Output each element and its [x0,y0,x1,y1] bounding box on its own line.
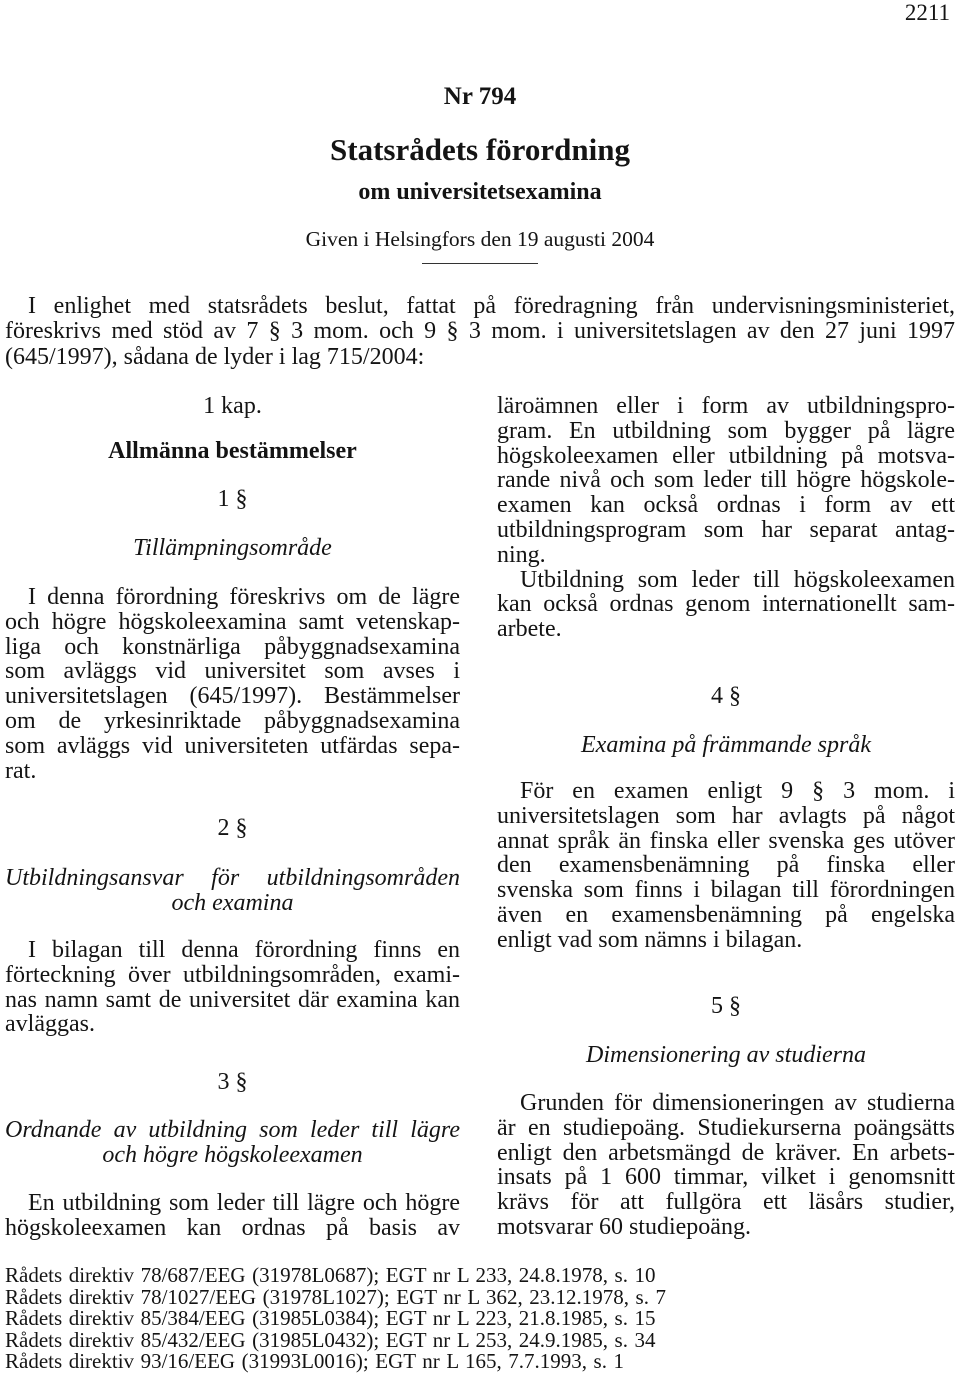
body-line: och högre högskoleexamina samt vetenskap- [5,608,460,635]
body-line: För en examen enligt 9 § 3 mom. i [520,778,955,804]
body-line: gram. En utbildning som bygger på lägre [497,417,955,444]
section-number: 1 § [217,486,248,512]
section-body [5,938,460,1037]
body-line: Utbildning som leder till högskoleexamen [520,566,955,593]
body-line: utbildningsprogram som har separat antag- [497,516,955,543]
body-line: högskoleexamen kan ordnas på basis av [5,1214,460,1241]
body-line: I denna förordning föreskrivs om de lägre [28,584,460,610]
body-line: nas namn samt de universitet där examina kan [5,986,460,1013]
title-divider [422,263,538,264]
body-line: rande nivå och som leder till högre högskole- [497,467,955,494]
section-title-line: och examina [171,889,294,916]
body-line: I bilagan till denna förordning finns en [28,937,460,963]
section-number: 2 § [217,815,248,841]
section-body [5,585,460,783]
body-line: är en studiepoäng. Studiekurserna poängsätts [497,1114,955,1141]
section-body [497,1091,955,1240]
section-title-line: Utbildningsansvar för utbildningsområden [5,865,460,891]
section-title [5,1118,460,1168]
body-line: motsvarar 60 studiepoäng. [497,1213,751,1240]
body-line: förteckning över utbildningsområden, exami- [5,961,460,988]
section-title: Examina på främmande språk [581,732,871,758]
body-line: universitetslagen (645/1997). Bestämmelser [5,683,460,710]
section-title: Tillämpningsområde [133,535,332,561]
chapter-number: 1 kap. [203,393,262,419]
body-line: krävs för att fullgöra ett läsårs studier, [497,1189,955,1216]
body-line: universitetslagen som har avlagts på något [497,802,955,829]
body-line: rat. [5,757,37,784]
preamble [5,294,955,370]
footnote: Rådets direktiv 85/432/EEG (31985L0432); EGT nr L 253, 24.9.1985, s. 34 [5,1327,656,1352]
body-line: som avläggs vid universiteten utfärdas sepa- [5,732,460,759]
section-body [497,779,955,953]
statute-title: Statsrådets förordning [330,132,630,167]
footnote: Rådets direktiv 78/687/EEG (31978L0687); EGT nr L 233, 24.8.1978, s. 10 [5,1263,656,1287]
body-line: den examensbenämning på finska eller [497,852,955,879]
body-line: arbete. [497,616,562,643]
page-number: 2211 [904,0,950,25]
section-number: 4 § [711,683,741,709]
chapter-title: Allmänna bestämmelser [108,438,357,464]
section-body [5,1191,460,1241]
statute-number: Nr 794 [443,83,517,110]
body-line: annat språk än finska eller svenska ges utöver [497,827,955,854]
section-title: Dimensionering av studierna [586,1042,866,1068]
preamble-line: I enlighet med statsrådets beslut, fattat på föredragning från undervisningsministeriet, [28,293,955,319]
given-date: Given i Helsingfors den 19 augusti 2004 [305,227,655,251]
statute-subtitle: om universitetsexamina [358,179,602,205]
body-line: ning. [497,541,546,568]
body-line: enligt vad som nämns i bilagan. [497,926,803,953]
body-line: svenska som finns i bilagan till förordningen [497,877,955,904]
footnote: Rådets direktiv 85/384/EEG (31985L0384); EGT nr L 223, 21.8.1985, s. 15 [5,1306,656,1330]
footnote: Rådets direktiv 78/1027/EEG (31978L1027); EGT nr L 362, 23.12.1978, s. 7 [5,1284,667,1309]
body-line: kan också ordnas genom internationellt sam- [497,591,955,618]
section-number: 3 § [217,1069,248,1095]
body-line: insats på 1 600 timmar, vilket i genomsnitt [497,1164,955,1191]
section-number: 5 § [711,993,741,1019]
footnote: Rådets direktiv 93/16/EEG (31993L0016); EGT nr L 165, 7.7.1993, s. 1 [5,1349,625,1373]
body-line: En utbildning som leder till lägre och högre [28,1190,460,1216]
preamble-line: föreskrivs med stöd av 7 § 3 mom. och 9 § 3 mom. i universitetslagen av den 27 juni 1997 [5,318,955,345]
body-line: examen kan också ordnas i form av ett [497,492,955,519]
body-line: högskoleexamen eller utbildning på motsva- [497,442,955,469]
preamble-line: (645/1997), sådana de lyder i lag 715/2004: [5,343,425,370]
body-line: läroämnen eller i form av utbildningspro- [497,393,955,419]
section-title-line: Ordnande av utbildning som leder till lägre [5,1117,460,1143]
body-line: om de yrkesinriktade påbyggnadsexamina [5,707,460,734]
section-body-continued [497,394,955,642]
section-title [5,866,460,916]
body-line: enligt den arbetsmängd de kräver. En arbets- [497,1139,955,1166]
section-title-line: och högre högskoleexamen [102,1141,363,1168]
body-line: som avläggs vid universitet som avses i [5,658,460,685]
body-line: Grunden för dimensioneringen av studierna [520,1090,955,1116]
body-line: liga och konstnärliga påbyggnadsexamina [5,633,460,660]
body-line: avläggas. [5,1011,95,1038]
footnotes [5,1265,945,1373]
body-line: även en examensbenämning på engelska [497,901,955,928]
